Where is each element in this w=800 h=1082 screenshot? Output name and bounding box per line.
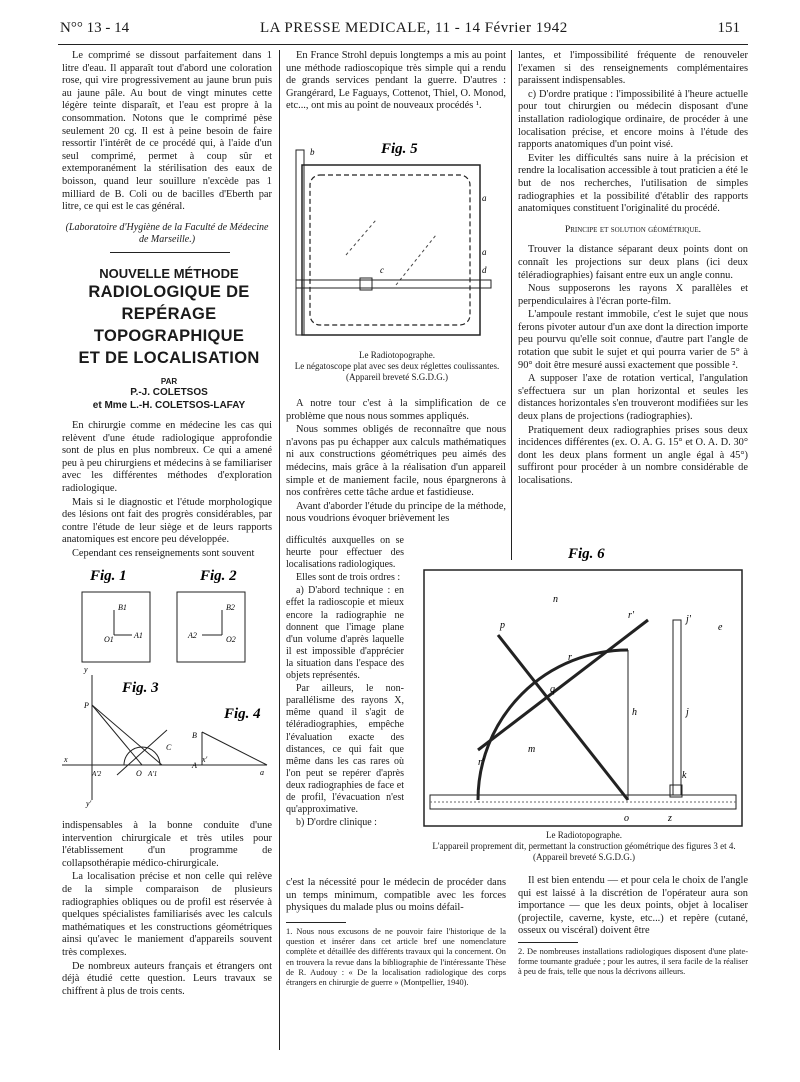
paragraph: Nous supposerons les rayons X parallèles et perpendiculaires à l'écran porte-film. (518, 283, 748, 307)
fig4-label: Fig. 4 (224, 706, 261, 722)
column-3-top (518, 50, 748, 489)
paragraph: L'ampoule restant immobile, c'est le sujet que nous ferons pivoter autour d'un axe dont la direction importe peu pourvu qu'elle soit connue, d'autre part l'angle de rotation que subit le sujet et qui pourra varier de 5° à 90° doit être mesuré aussi exactement que possible ². (518, 309, 748, 371)
paragraph: lantes, et l'impossibilité fréquente de renouveler l'examen si des renseignements complémentaires paraissent indispensables. (518, 50, 748, 87)
fig2-label: Fig. 2 (200, 568, 237, 584)
fig5-letter: c (380, 265, 384, 275)
paragraph: Mais si le diagnostic et l'étude morphologique des lésions ont fait des progrès considérables, par contre l'étude de leur siège et de leurs rapports anatomiques est encore peu développée. (62, 496, 272, 546)
fig3-letter: C (166, 743, 172, 752)
fig6-letter: k (682, 770, 687, 781)
fig5-label: Fig. 5 (381, 141, 418, 157)
paragraph: difficultés auxquelles on se heurte pour effectuer des localisations radiologiques. (286, 535, 404, 571)
page-number: 151 (717, 20, 740, 36)
footnote-1: 1. Nous nous excusons de ne pouvoir faire l'historique de la question et insérer dans cet article bref une nomenclature complète et détaillée des différents travaux qui la concernent. On en trouvera la revue dans la bibliographie de l'intéressante Thèse de R. Audouy : « De la localisation radiologique des corps étrangers en chirurgie de guerre » (Montpellier, 1940). (286, 927, 506, 988)
fig6-letter: r' (628, 610, 635, 621)
fig3-letter: O (136, 769, 142, 778)
footnote-2: 2. De nombreuses installations radiologiques disposent d'une plate-forme tournante graduée ; pour les autres, il sera facile de la réaliser à peu de frais, telle que nous la décrivons ailleurs. (518, 947, 748, 977)
fig2-letter: B2 (226, 603, 235, 612)
fig6-letter: o (624, 813, 629, 824)
column-2-top (286, 50, 506, 114)
figures-1-4 (62, 560, 274, 810)
paragraph: Elles sont de trois ordres : (296, 572, 401, 584)
article-title-block (54, 266, 284, 412)
figure-3 (62, 665, 212, 808)
fig6-letter: r (568, 652, 572, 663)
paragraph: Le comprimé se dissout parfaitement dans 1 litre d'eau. Il apparaît tout d'abord une coloration rose, qui vire progressivement au jaune brun puis au jaune pâle. Au bout de vingt minutes cette légère teinte disparaît, et l'eau est propre à la consommation. Notons que le comprimé pèse seulement 20 cg. Il est à peine besoin de faire ressortir l'intérêt de ce procédé qui, à l'aide d'un seul comprimé, permet à coup sûr et extemporanément la stérilisation des eaux de boisson, quand leur souillure n'excède pas 1 milliard de B. Coli ou de bacilles d'Eberth par litre, ce qui est le cas général. (62, 50, 272, 213)
figure-4 (191, 706, 267, 777)
fig6-letter: r' (478, 757, 485, 768)
column-3-bottom (518, 875, 748, 939)
title-line: TOPOGRAPHIQUE (93, 327, 245, 345)
running-header (60, 20, 740, 40)
fig3-letter: x' (202, 755, 208, 764)
fig6-letter: j' (686, 614, 691, 625)
column-2-middle (286, 398, 506, 527)
paragraph: En chirurgie comme en médecine les cas qui relèvent d'une étude radiologique approfondie sont de plus en plus nombreux. Ce qui a amené peu à peu chirurgiens et médecins à se familiariser avec les différentes méthodes d'exploration radiologique. (62, 420, 272, 494)
fig1-letter: B1 (118, 603, 127, 612)
fig4-letter: B (192, 731, 197, 740)
paragraph: Trouver la distance séparant deux points dont on connaît les projections sur deux plans (ici deux téléradiographies) faisant entre eux un angle connu. (518, 244, 748, 281)
fig5-letter: a (482, 247, 487, 257)
figure-5 (286, 135, 508, 347)
fig6-letter: j (686, 707, 689, 718)
article-kicker: NOUVELLE MÉTHODE (99, 266, 239, 281)
fig1-letter: A1 (134, 631, 143, 640)
fig4-letter: A (192, 761, 197, 770)
column-2-bottom (286, 877, 506, 916)
paragraph: Cependant ces renseignements sont souvent (72, 547, 255, 559)
fig5-caption-title: Le Radiotopographe. (359, 350, 435, 360)
byline-par: PAR (160, 377, 178, 386)
paragraph: b) D'ordre clinique : (296, 817, 377, 829)
paragraph: De nombreux auteurs français et étrangers ont déjà étudié cette question. Leurs travaux se chiffrent à plus de trois cents. (62, 960, 272, 997)
fig1-letter: O1 (104, 635, 114, 644)
fig3-letter: P (84, 701, 89, 710)
fig6-label: Fig. 6 (568, 546, 605, 562)
paragraph: La localisation précise et non celle qui relève de la simple comparaison de plusieurs radiographies obliques ou de profil est réservée à quelques spécialistes familiarisés avec les calculs mathématiques et les constructions géométriques ainsi qu'avec le maniement d'appareils souvent très complexes. (62, 871, 272, 958)
fig6-letter: h (632, 707, 637, 718)
fig1-label: Fig. 1 (90, 568, 127, 584)
affiliation: (Laboratoire d'Hygiène de la Faculté de Médecine de Marseille.) (65, 221, 269, 246)
fig6-letter: m (528, 744, 536, 755)
paragraph: En France Strohl depuis longtemps a mis au point une méthode radioscopique très simple qui a rendu de grands services pendant la guerre. D'autres : Grangérard, Le Faguays, Cottenot, Thiel, O. Monod, etc..., ont mis au point de nouveaux procédés ¹. (286, 50, 506, 112)
paragraph: Par ailleurs, le non-parallélisme des rayons X, même quand il s'agit de téléradiographies, empêche l'évaluation exacte des distances, ce qui fait que même dans les cas rares où l'on peut se repérer d'après deux radiographies de face et de profil, l'évacuation n'est qu'approximative. (286, 683, 404, 816)
paragraph: Avant d'aborder l'étude du principe de la méthode, nous voudrions évoquer brièvement les (286, 500, 506, 525)
fig6-letter: n (553, 594, 558, 605)
fig4-letter: a (260, 768, 264, 777)
footnote-rule (286, 922, 346, 923)
column-2-narrow (286, 535, 404, 830)
fig6-letter: e (718, 622, 723, 633)
fig6-letter: z (668, 813, 672, 824)
paragraph: c) D'ordre pratique : l'impossibilité à l'heure actuelle pour tout chirurgien ou médecin disposant d'une installation radiologique ordinaire, de procéder à une localisation précise, et encore moins à l'étude des rapports anatomiques d'un point visé. (518, 88, 748, 151)
fig6-letter: p (500, 620, 505, 631)
paragraph: Pratiquement deux radiographies prises sous deux incidences différentes (ex. O. A. G. 15° et O. A. D. 30° dont les deux plans forment un angle égal à 45°) suffiront pour procéder à un nombre considérable de localisations. (518, 424, 748, 486)
paragraph: Eviter les difficultés sans nuire à la précision et rendre la localisation accessible à tout praticien a été le but de nos recherches, l'utilisation de simples radiographies et la possibilité d'établir des rapports anatomiques constituent l'originalité du procédé. (518, 152, 748, 215)
fig2-letter: A2 (188, 631, 197, 640)
column-1-bottom (62, 820, 272, 999)
column-divider-2 (511, 50, 512, 560)
column-1-body (62, 420, 272, 562)
paragraph: a) D'abord technique : en effet la radioscopie et mieux encore la radiographie ne donnent que l'image plane d'un volume d'après laquelle il est impossible d'apprécier la situation dans l'espace des objets représentés. (286, 585, 404, 682)
fig5-letter: a (482, 193, 487, 203)
section-heading: Principe et solution géométrique. (564, 224, 702, 235)
issue-number: N°° 13 - 14 (60, 20, 130, 36)
journal-title: LA PRESSE MEDICALE, 11 - 14 Février 1942 (260, 20, 568, 36)
fig5-letter: b (310, 147, 315, 157)
fig3-label: Fig. 3 (122, 680, 159, 696)
fig5-letter: d (482, 265, 487, 275)
paragraph: A notre tour c'est à la simplification de ce problème que nous nous sommes appliqués. (286, 398, 506, 422)
paragraph: indispensables à la bonne conduite d'une intervention chirurgicale et très utiles pour l'établissement d'un programme de collapsothérapie médico-chirurgicale. (62, 820, 272, 869)
fig2-letter: O2 (226, 635, 236, 644)
fig6-caption-body: L'appareil proprement dit, permettant la construction géométrique des figures 3 et 4. (Appareil breveté S.G.D.G.) (432, 841, 736, 862)
fig3-letter: y' (86, 799, 92, 808)
separator (110, 252, 230, 253)
header-rule (58, 44, 748, 45)
figure-1 (82, 568, 150, 662)
author-1: P.-J. COLETSOS (130, 387, 208, 398)
footnote-rule (518, 942, 578, 943)
author-2: et Mme L.-H. COLETSOS-LAFAY (92, 400, 246, 411)
fig3-letter: A'1 (148, 770, 158, 778)
fig6-caption-title: Le Radiotopographe. (546, 830, 622, 840)
fig3-letter: A'2 (92, 770, 102, 778)
column-1-top (62, 50, 272, 247)
fig6-letter: q (550, 684, 555, 695)
paragraph: c'est la nécessité pour le médecin de procéder dans un temps minimum, compatible avec les forces physiques du malade plus ou moins défail- (286, 877, 506, 914)
fig3-letter: x (64, 755, 68, 764)
figure-2 (177, 568, 245, 662)
paragraph: A supposer l'axe de rotation vertical, l'angulation s'effectuera sur un plan horizontal et seules les distances horizontales s'en trouveront modifiées sur les deux plans de projections (radiographies). (518, 373, 748, 423)
fig5-caption (286, 350, 508, 383)
fig6-caption (418, 830, 750, 863)
paragraph: Il est bien entendu — et pour cela le choix de l'angle qui est laissé à la discrétion de l'opérateur aura son importance — que les deux points, objet à localiser (projectile, caverne, kyste, etc...) et repère (cutané, osseux ou viscéral) doivent être (518, 875, 748, 937)
title-line: RADIOLOGIQUE DE REPÉRAGE (88, 283, 250, 323)
column-divider-1 (279, 50, 280, 1050)
fig3-letter: y (84, 665, 88, 674)
fig5-caption-body: Le négatoscope plat avec ses deux réglettes coulissantes. (Appareil breveté S.G.D.G.) (294, 361, 500, 382)
title-line: ET DE LOCALISATION (78, 349, 260, 367)
figure-6 (418, 540, 750, 830)
paragraph: Nous sommes obligés de reconnaître que nous n'avons pas pu échapper aux calculs mathématiques ni aux constructions géométriques peu aimés des médecins, mais grâce à la réalisation d'un appareil simple et de maniement facile, nous épargnerons à nos confrères cette tâche ardue et fastidieuse. (286, 424, 506, 499)
